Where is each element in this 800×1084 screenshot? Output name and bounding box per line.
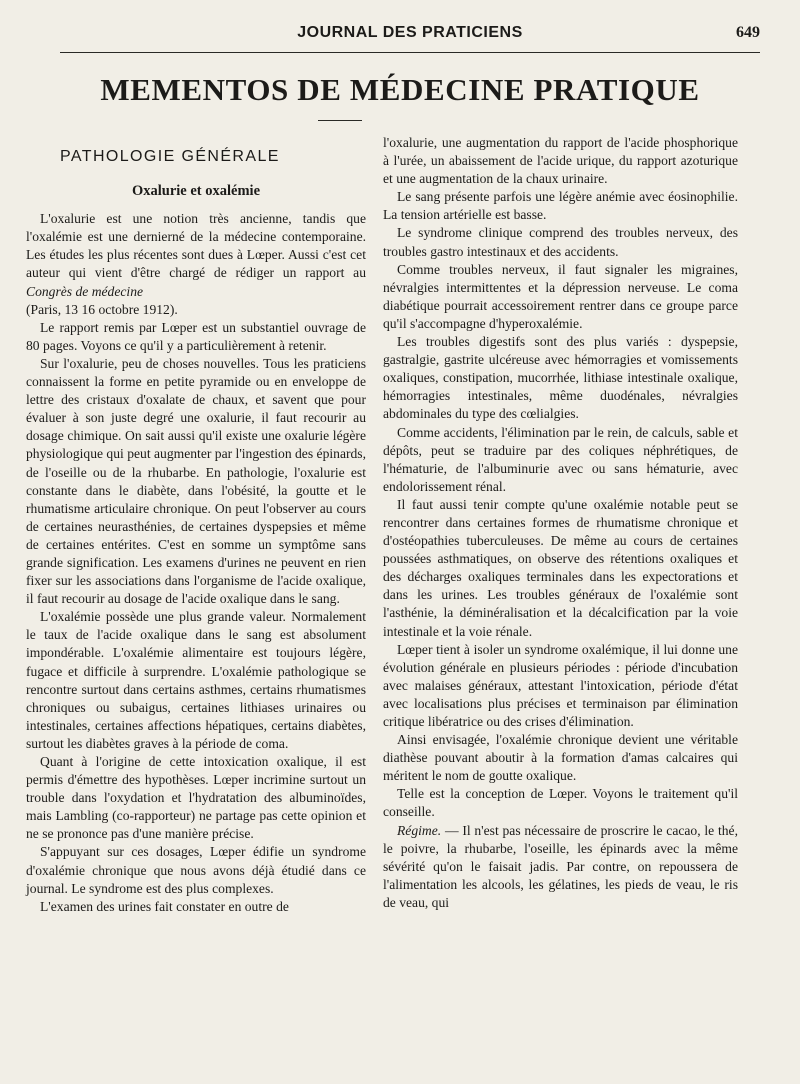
regime-text: — Il n'est pas nécessaire de proscrire le cacao, le thé, le poivre, la rhubarbe, l'oseille, les épinards avec la même sévérité qu'on le faisait jadis. Par contre, on repoussera de l'alimentation les alcools, les gélatines, les pieds de veau, le ris de veau, qui [383, 822, 738, 910]
running-title: JOURNAL DES PRATICIENS [297, 24, 523, 41]
page-number: 649 [736, 24, 760, 41]
paragraph: Sur l'oxalurie, peu de choses nouvelles. Tous les praticiens connaissent la forme en petite pyramide ou en enveloppe de lettre des cristaux d'oxalate de chaux, et savent que pour évaluer à son juste degré une oxalurie, il faut recourir au dosage chimique. On sait aussi qu'il existe une oxalurie légère physiologique qui peut augmenter par l'ingestion des épinards, de l'oseille ou de la rhubarbe. En pathologie, l'oxalurie est constante dans le diabète, dans l'obésité, la goutte et le rhumatisme articulaire chronique. On peut l'observer au cours de certaines neurasthénies, de certaines dyspepsies et même de certaines entérites. C'est en somme un symptôme sans grande signification. Les examens d'urines ne peuvent en rien fixer sur les associations dans l'organisme de l'acide oxalique, il faut recourir au dosage de l'acide oxalique dans le sang. [26, 355, 366, 607]
paragraph: Ainsi envisagée, l'oxalémie chronique devient une véritable diathèse pouvant aboutir à la formation d'amas calcaires qui méritent le nom de goutte oxalique. [383, 732, 738, 784]
section-heading: PATHOLOGIE GÉNÉRALE [60, 148, 280, 165]
left-column [26, 134, 366, 916]
article-title: Oxalurie et oxalémie [131, 183, 261, 200]
paragraph: Le syndrome clinique comprend des troubles nerveux, des troubles gastro intestinaux et des accidents. [383, 225, 738, 259]
paragraph-text: L'oxalurie est une notion très ancienne, tandis que l'oxalémie est une dernierné de la médecine contemporaine. Les études les plus récentes sont dues à Lœper. Aussi c'est cet auteur qui vient d'être chargé de rédiger un rapport au [26, 211, 366, 281]
page-header [60, 18, 760, 53]
paragraph: Les troubles digestifs sont des plus variés : dyspepsie, gastralgie, gastrite ulcéreuse avec hémorragies et vomissements oxaliques, constipation, mucorrhée, lithiase intestinale oxalique, hémorragies intestinales, même duodénales, névralgies abdominales du type des cœlialgies. [383, 334, 738, 422]
paragraph: Telle est la conception de Lœper. Voyons le traitement qu'il conseille. [383, 786, 738, 820]
paragraph: Le rapport remis par Lœper est un substantiel ouvrage de 80 pages. Voyons ce qu'il y a particulièrement à retenir. [26, 319, 366, 353]
paragraph: Lœper tient à isoler un syndrome oxalémique, il lui donne une évolution générale en plusieurs périodes : période d'incubation avec malaises généraux, attestant l'intoxication, période d'état avec localisations plus précises et terminaison par élimination critique libératrice ou des crises d'élimination. [383, 641, 738, 729]
paragraph: Comme accidents, l'élimination par le rein, de calculs, sable et dépôts, peut se traduire par des coliques néphrétiques, de l'hématurie, de l'albuminurie avec ou sans hématurie, avec endolorissement rénal. [383, 424, 738, 494]
paragraph: L'examen des urines fait constater en outre de [40, 898, 289, 914]
paragraph [26, 210, 366, 300]
paragraph: Il faut aussi tenir compte qu'une oxalémie notable peut se rencontrer dans certaines formes de rhumatisme chronique et d'ostéopathies tuberculeuses. De même au cours de certaines poussées asthmatiques, on observe des rétentions oxaliques et des décharges oxaliques terminales dans les expectorations et dans les urines. Les troubles généraux de l'oxalémie sont l'asthénie, la déminéralisation et la décalcification par la voie intestinale et la voie rénale. [383, 496, 738, 639]
paragraph: l'oxalurie, une augmentation du rapport de l'acide phosphorique à l'urée, un abaissement de l'acide urique, du rapport azoturique et une augmentation de la chaux urinaire. [383, 135, 738, 187]
paragraph: Le sang présente parfois une légère anémie avec éosinophilie. La tension artérielle est basse. [383, 189, 738, 223]
paragraph [383, 822, 738, 912]
regime-label: Régime. [397, 822, 442, 838]
paragraph: Quant à l'origine de cette intoxication oxalique, il est permis d'émettre des hypothèses. Lœper incrimine surtout un trouble dans l'oxydation et l'hydratation des albuminoïdes, mais Lambling (co-rapporteur) ne partage pas cette opinion et ne se prononce pas d'une manière précise. [26, 754, 366, 842]
paragraph: (Paris, 13 16 octobre 1912). [26, 301, 178, 317]
paragraph: Comme troubles nerveux, il faut signaler les migraines, névralgies intermittentes et la dépression nerveuse. Le coma diabétique pourrait accessoirement rentrer dans ce groupe parce qu'il s'accompagne d'hyperoxalémie. [383, 261, 738, 331]
paragraph: S'appuyant sur ces dosages, Lœper édifie un syndrome d'oxalémie chronique que nous avons déjà étudié dans ce journal. Le syndrome est des plus complexes. [26, 844, 366, 896]
main-title: MEMENTOS DE MÉDECINE PRATIQUE [100, 72, 700, 107]
congress-name: Congrès de médecine [26, 283, 144, 299]
title-rule [318, 120, 362, 121]
right-column [383, 134, 738, 912]
paragraph: L'oxalémie possède une plus grande valeur. Normalement le taux de l'acide oxalique dans le sang est absolument impondérable. L'oxalémie alimentaire est toujours légère, fugace et difficile à surprendre. L'oxalémie pathologique se rencontre surtout dans certains asthmes, certains rhumatismes chroniques ou subaigus, certaines lithiases urinaires ou intestinales, certaines affections hépatiques, certains diabètes, surtout les diabètes graves à la période de coma. [26, 609, 366, 751]
